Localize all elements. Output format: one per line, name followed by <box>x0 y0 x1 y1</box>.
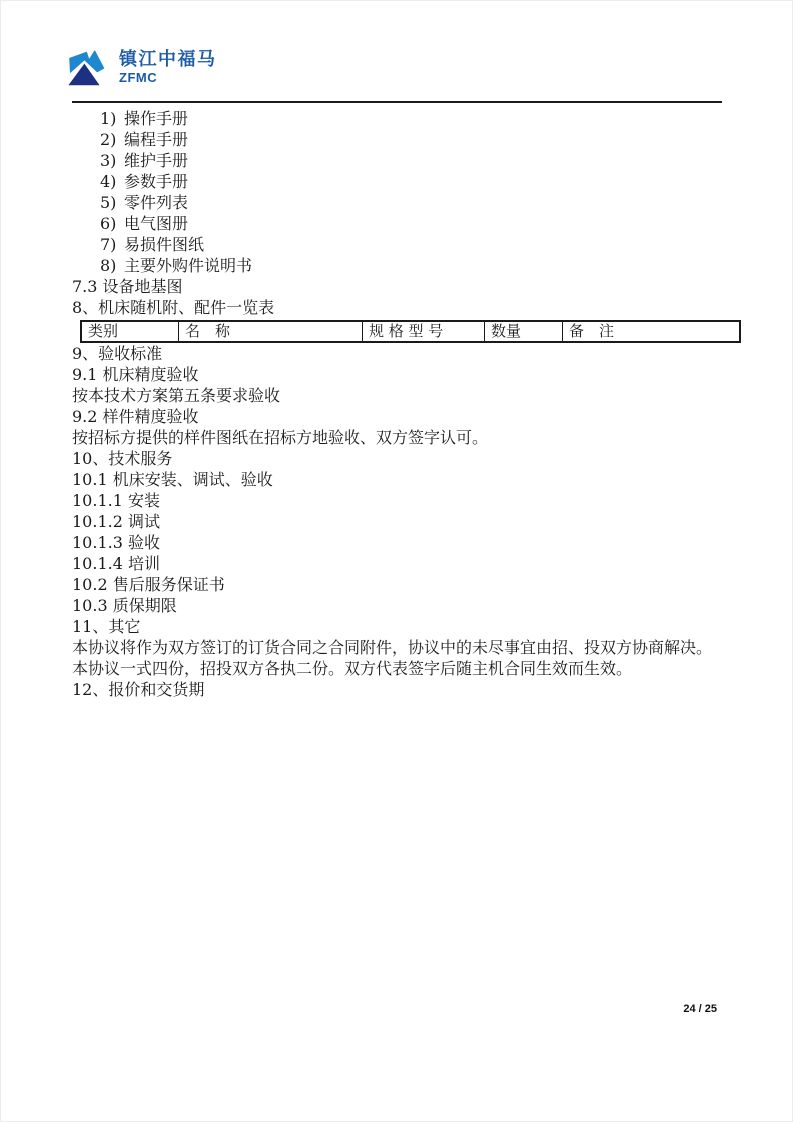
list-item-label: 易损件图纸 <box>124 235 205 254</box>
section-line: 10.1.4 培训 <box>72 554 160 573</box>
section-line: 10、技术服务 <box>72 449 173 468</box>
accessories-table <box>80 320 741 343</box>
list-item-number: 1) <box>100 109 117 128</box>
section-line: 9、验收标准 <box>72 344 163 363</box>
section-line: 10.1.2 调试 <box>72 512 160 531</box>
section-line: 9.1 机床精度验收 <box>72 365 199 384</box>
section-line: 10.1.1 安装 <box>72 491 160 510</box>
table-header-quantity: 数量 <box>485 321 563 342</box>
manual-list-item <box>72 108 727 129</box>
manual-list-item <box>72 171 727 192</box>
manual-list-item <box>72 129 727 150</box>
company-name: 镇江中福马 <box>119 49 217 69</box>
manual-list-item <box>72 234 727 255</box>
list-item-number: 2) <box>100 130 117 149</box>
body-paragraph: 本协议一式四份，招投双方各执二份。双方代表签字后随主机合同生效而生效。 <box>72 659 633 678</box>
list-item-number: 6) <box>100 214 117 233</box>
list-item-number: 3) <box>100 151 117 170</box>
section-line: 10.1.3 验收 <box>72 533 160 552</box>
section-line: 10.2 售后服务保证书 <box>72 575 225 594</box>
list-item-label: 操作手册 <box>124 109 189 128</box>
section-line: 10.1 机床安装、调试、验收 <box>72 470 273 489</box>
list-item-label: 参数手册 <box>124 172 189 191</box>
body-paragraph: 本协议将作为双方签订的订货合同之合同附件，协议中的未尽事宜由招、投双方协商解决。 <box>72 638 713 657</box>
section-line: 7.3 设备地基图 <box>72 277 183 296</box>
list-item-label: 编程手册 <box>124 130 189 149</box>
brand-block <box>119 45 217 85</box>
list-item-number: 5) <box>100 193 117 212</box>
list-item-number: 7) <box>100 235 117 254</box>
section-line: 11、其它 <box>72 617 141 636</box>
manual-list-item <box>72 192 727 213</box>
list-item-label: 主要外购件说明书 <box>124 256 253 275</box>
list-item-label: 维护手册 <box>124 151 189 170</box>
body-paragraph: 按招标方提供的样件图纸在招标方地验收、双方签字认可。 <box>72 428 489 447</box>
section-line: 10.3 质保期限 <box>72 596 177 615</box>
table-header-category: 类别 <box>81 321 179 342</box>
table-header-spec-model: 规 格 型 号 <box>363 321 485 342</box>
list-item-label: 电气图册 <box>124 214 189 233</box>
manual-list-item <box>72 150 727 171</box>
table-header-name: 名 称 <box>179 321 363 342</box>
document-body <box>72 108 727 700</box>
document-header <box>62 45 217 91</box>
mountain-logo-icon <box>62 45 110 91</box>
list-item-label: 零件列表 <box>124 193 189 212</box>
company-abbreviation: ZFMC <box>119 70 158 85</box>
page-number: 24 / 25 <box>683 1003 717 1015</box>
list-item-number: 8) <box>100 256 117 275</box>
manual-list-item <box>72 255 727 276</box>
body-paragraph: 按本技术方案第五条要求验收 <box>72 386 281 405</box>
header-divider <box>72 101 722 103</box>
section-line: 9.2 样件精度验收 <box>72 407 199 426</box>
section-line: 12、报价和交货期 <box>72 680 205 699</box>
manual-list-item <box>72 213 727 234</box>
list-item-number: 4) <box>100 172 117 191</box>
section-line: 8、机床随机附、配件一览表 <box>72 298 275 317</box>
table-header-row <box>81 321 740 342</box>
table-header-remarks: 备 注 <box>563 321 741 342</box>
